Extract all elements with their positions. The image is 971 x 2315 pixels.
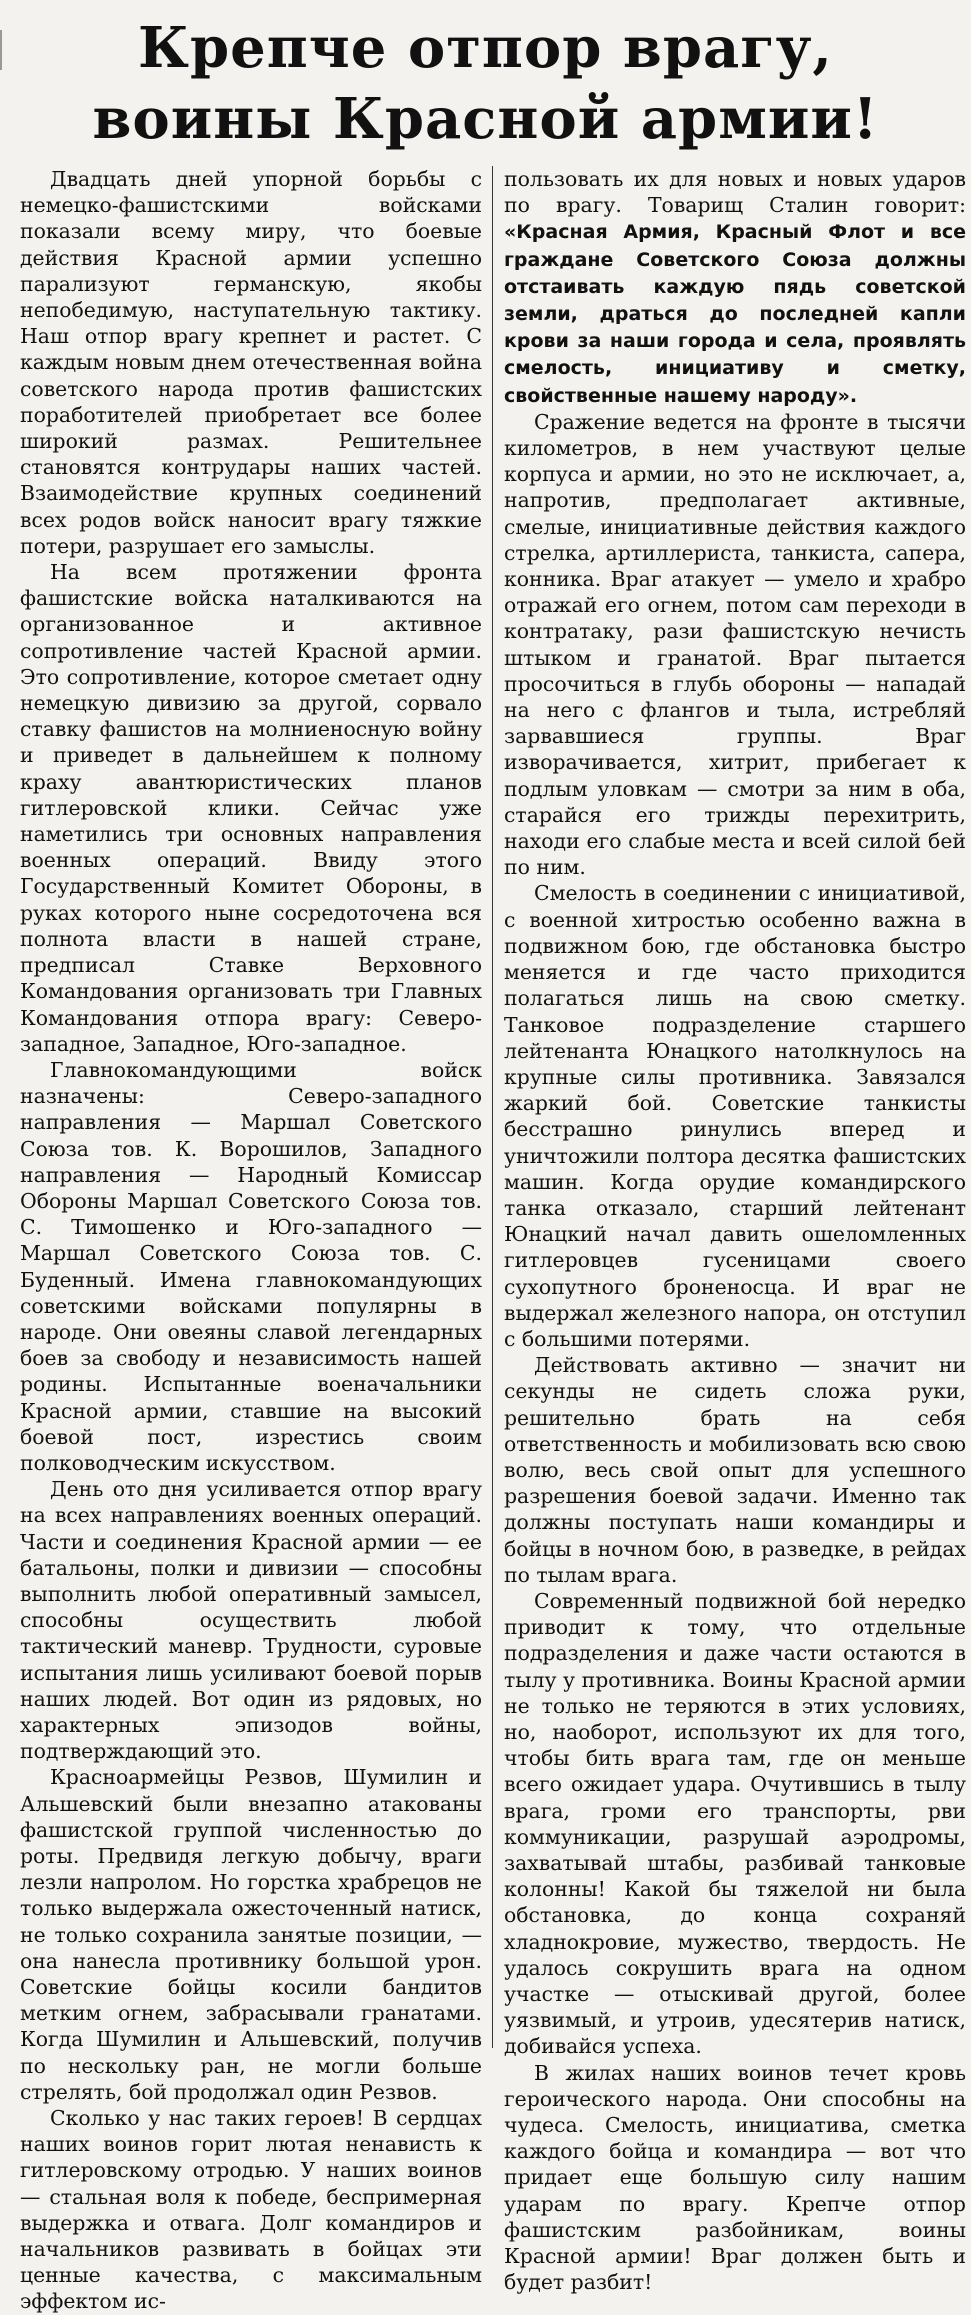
paragraph: Сколько у нас таких героев! В сердцах наших воинов горит лютая ненависть к гитлеровскому отродью. У наших воинов — стальная воля к победе, беспримерная выдержка и отвага. Долг командиров и начальников развивать в бойцах эти ценные качества, с максимальным эффектом ис- — [20, 2106, 482, 2314]
paragraph: Действовать активно — значит ни секунды не сидеть сложа руки, решительно брать на себя ответственность и мобилизовать всю свою волю, весь свой опыт для успешного разрешения боевой задачи. Именно так должны поступать наши командиры и бойцы в ночном бою, в разведке, в рейдах по тылам врага. — [504, 1353, 966, 1587]
continued-text: пользовать их для новых и новых ударов по врагу. Товарищ Сталин говорит: — [504, 167, 966, 218]
article-headline — [0, 14, 971, 156]
paragraph-continued — [504, 166, 966, 409]
paragraph: Главнокомандующими войск назначены: Северо-западного направления — Маршал Советского Союза тов. К. Ворошилов, Западного направления — Народный Комиссар Обороны Маршал Советского Союза тов. С. Тимошенко и Юго-западного — Маршал Советского Союза тов. С. Буденный. Имена главнокомандующих советскими войсками популярны в народе. Они овеяны славой легендарных боев за свободу и независимость нашей родины. Испытанные военачальники Красной армии, ставшие на высокий боевой пост, изрестись своим полководческим искусством. — [20, 1057, 482, 1475]
article-right-column — [504, 166, 966, 2295]
paragraph: Сражение ведется на фронте в тысячи километров, в нем участвуют целые корпуса и армии, но это не исключает, а, напротив, предполагает активные, смелые, инициативные действия каждого стрелка, артиллериста, танкиста, сапера, конника. Враг атакует — умело и храбро отражай его огнем, потом сам переходи в контратаку, рази фашистскую нечисть штыком и гранатой. Враг пытается просочиться в глубь обороны — нападай на него с флангов и тыла, истребляй зарвавшиеся группы. Враг изворачивается, хитрит, прибегает к подлым уловкам — смотри за ним в оба, старайся его трижды перехитрить, находи его слабые места и всей силой бей по ним. — [504, 409, 966, 880]
paragraph: На всем протяжении фронта фашистские войска наталкиваются на организованное и активное сопротивление частей Красной армии. Это сопротивление, которое сметает одну немецкую дивизию за другой, сорвало ставку фашистов на молниеносную войну и приведет в дальнейшем к полному краху авантюристических планов гитлеровской клики. Сейчас уже наметились три основных направления военных операций. Ввиду этого Государственный Комитет Обороны, в руках которого ныне сосредоточена вся полнота власти в нашей стране, предписал Ставке Верховного Командования организовать три Главных Командования отпора врагу: Северо-западное, Западное, Юго-западное. — [20, 560, 482, 1056]
paragraph: День ото дня усиливается отпор врагу на всех направлениях военных операций. Части и соединения Красной армии — ее батальоны, полки и дивизии — способны выполнить любой оперативный замысел, способны осуществить любой тактический маневр. Трудности, суровые испытания лишь усиливают боевой порыв наших людей. Вот один из рядовых, но характерных эпизодов войны, подтверждающий это. — [20, 1477, 482, 1764]
paragraph: Красноармейцы Резвов, Шумилин и Альшевский были внезапно атакованы фашистской группой численностью до роты. Предвидя легкую добычу, враги лезли напролом. Но горстка храбрецов не только выдержала ожесточенный натиск, не только сохранила занятые позиции, — она нанесла противнику большой урон. Советские бойцы косили бандитов метким огнем, забрасывали гранатами. Когда Шумилин и Альшевский, получив по нескольку ран, не могли больше стрелять, бой продолжал один Резвов. — [20, 1765, 482, 2104]
paragraph: Двадцать дней упорной борьбы с немецко-фашистскими войсками показали всему миру, что боевые действия Красной армии успешно парализуют германскую, якобы непобедимую, наступательную тактику. Наш отпор врагу крепнет и растет. С каждым новым днем отечественная война советского народа против фашистских поработителей приобретает все более широкий размах. Решительнее становятся контрудары наших частей. Взаимодействие крупных соединений всех родов войск наносит врагу тяжкие потери, разрушает его замыслы. — [20, 167, 482, 558]
paragraph: Современный подвижной бой нередко приводит к тому, что отдельные подразделения и даже части остаются в тылу у противника. Воины Красной армии не только не теряются в этих условиях, но, наоборот, используют их для того, чтобы бить врага там, где он меньше всего ожидает удара. Очутившись в тылу врага, громи его транспорты, рви коммуникации, разрушай аэродромы, захватывай штабы, разбивай танковые колонны! Какой бы тяжелой ни была обстановка, до конца сохраняй хладнокровие, мужество, твердость. Не удалось сокрушить врага на одном участке — отыскивай другой, более уязвимый, и утроив, удесятерив натиск, добивайся успеха. — [504, 1588, 966, 2059]
paragraph: В жилах наших воинов течет кровь героического народа. Они способны на чудеса. Смелость, инициатива, сметка каждого бойца и командира — вот что придает еще большую силу нашим ударам по врагу. Крепче отпор фашистским разбойникам, воины Красной армии! Враг должен быть и будет разбит! — [504, 2060, 966, 2295]
article-left-column — [20, 166, 482, 2314]
headline-line-2: воины Красной армии! — [92, 86, 879, 152]
column-divider — [492, 166, 493, 2048]
stalin-quote: «Красная Армия, Красный Флот и все граждане Советского Союза должны отстаивать каждую пядь советской земли, драться до последней капли крови за наши города и села, проявлять смелость, инициативу и сметку, свойственные нашему народу». — [504, 221, 966, 407]
headline-line-1: Крепче отпор врагу, — [138, 15, 833, 81]
paragraph: Смелость в соединении с инициативой, с военной хитростью особенно важна в подвижном бою, где обстановка быстро меняется и где часто приходится полагаться лишь на свою сметку. Танковое подразделение старшего лейтенанта Юнацкого натолкнулось на крупные силы противника. Завязался жаркий бой. Советские танкисты бесстрашно ринулись вперед и уничтожили полтора десятка фашистских машин. Когда орудие командирского танка отказало, старший лейтенант Юнацкий начал давить ошеломленных гитлеровцев гусеницами своего сухопутного броненосца. И враг не выдержал железного напора, он отступил с большими потерями. — [504, 881, 966, 1351]
